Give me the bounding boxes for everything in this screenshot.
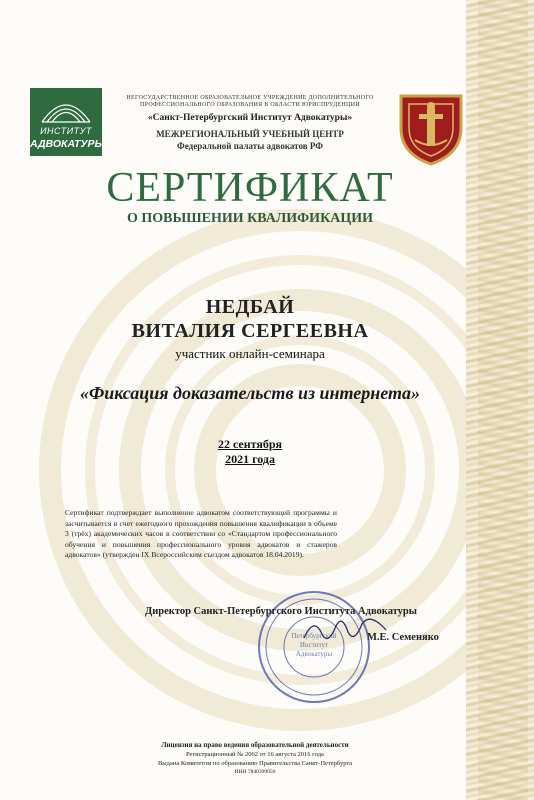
certificate-body: Сертификат подтверждает выполнение адвокатом соответствующей программы и засчитывается в счет ежегодного прохождения повышения квалификации в объеме 3 (трёх) академических часов в соответствии со «Стандартом профессионального обучения и повышения профессионального уровня адвокатов и стажеров адвокатов» (утвержден IX Всероссийским съездом адвокатов 18.04.2019). [65,508,337,560]
certificate-title: СЕРТИФИКАТ [106,165,394,211]
date-year: 2021 года [225,452,275,466]
stamp-text: Петербургский [291,632,337,640]
seminar-topic: «Фиксация доказательств из интернета» [79,383,421,403]
svg-text:Институт: Институт [299,641,329,649]
training-center [120,128,380,152]
date-day-month: 22 сентября [217,437,283,451]
license-inn: ИНН 7840399050 [234,769,276,775]
director-title: Директор Санкт-Петербургского Института Адвокатуры [145,606,417,617]
recipient-given-names: ВИТАЛИЯ СЕРГЕЕВНА [131,320,369,342]
license-line3: Выдана Комитетом по образованию Правительства Санкт-Петербурга [157,760,353,767]
logo-line2: АДВОКАТУРЫ [30,138,106,150]
institute-logo [30,88,106,156]
certificate-subtitle: О ПОВЫШЕНИИ КВАЛИФИКАЦИИ [126,211,374,226]
arch-icon [38,94,94,124]
training-center-line1: МЕЖРЕГИОНАЛЬНЫЙ УЧЕБНЫЙ ЦЕНТР [156,129,344,139]
decorative-ribbon-pattern [478,0,528,800]
recipient-role: участник онлайн-семинара [175,346,325,361]
recipient-surname: НЕДБАЙ [205,296,295,318]
training-center-line2: Федеральной палаты адвокатов РФ [177,141,323,151]
org-name: «Санкт-Петербургский Институт Адвокатуры» [147,113,353,123]
bar-association-emblem [395,88,467,166]
director-name: М.Е. Семеняко [367,632,439,643]
svg-text:Адвокатуры: Адвокатуры [295,650,333,658]
logo-line1: ИНСТИТУТ [40,126,92,136]
license-line1: Лицензия на право ведения образовательной деятельности [161,741,349,749]
license-line2: Регистрационный № 2062 от 16 августа 2016 года [186,751,324,758]
org-legal-form: НЕГОСУДАРСТВЕННОЕ ОБРАЗОВАТЕЛЬНОЕ УЧРЕЖДЕНИЕ ДОПОЛНИТЕЛЬНОГО ПРОФЕССИОНАЛЬНОГО ОБРАЗОВАНИЯ В ОБЛАСТИ ЮРИСПРУДЕНЦИИ [126,95,374,108]
